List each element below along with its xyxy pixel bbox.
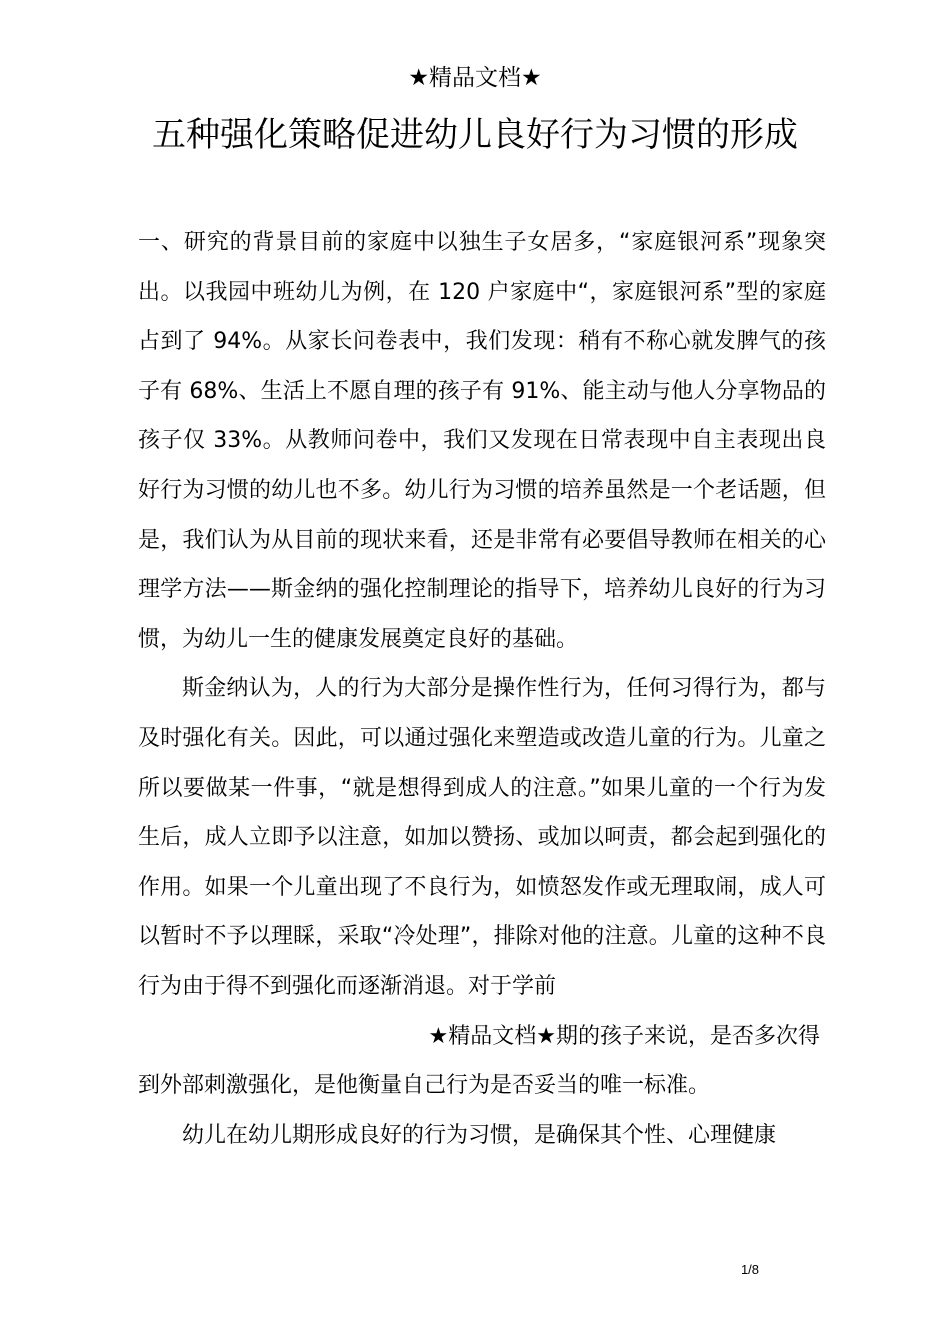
paragraph-continuation: 到外部刺激强化，是他衡量自己行为是否妥当的唯一标准。 xyxy=(138,1073,711,1099)
document-body xyxy=(138,218,826,1160)
inline-header-continuation: 期的孩子来说，是否多次得 xyxy=(555,1023,820,1049)
paragraph-skinner: 斯金纳认为，人的行为大部分是操作性行为，任何习得行为，都与及时强化有关。因此，可以通过强化来塑造或改造儿童的行为。儿童之所以要做某一件事，“就是想得到成人的注意。”如果儿童的一个行为发生后，成人立即予以注意，如加以赞扬、或加以呵责，都会起到强化的作用。如果一个儿童出现了不良行为，如愤怒发作或无理取闹，成人可以暂时不予以理睬，采取“冷处理”，排除对他的注意。儿童的这种不良行为由于得不到强化而逐渐消退。对于学前 xyxy=(138,676,826,999)
inline-header-marker: ★精品文档★ xyxy=(428,1023,556,1049)
page-number: 1/8 xyxy=(740,1262,760,1277)
inline-header-line xyxy=(138,1012,826,1062)
page-header: ★精品文档★ xyxy=(408,65,542,91)
paragraph-habits: 幼儿在幼儿期形成良好的行为习惯，是确保其个性、心理健康 xyxy=(182,1122,777,1148)
paragraph-background: 一、研究的背景目前的家庭中以独生子女居多，“家庭银河系”现象突出。以我园中班幼儿为例，在 120 户家庭中“，家庭银河系”型的家庭占到了 94%。从家长问卷表中，我们发现：稍有不称心就发脾气的孩子有 68%、生活上不愿自理的孩子有 91%、能主动与他人分享物品的孩子仅 33%。从教师问卷中，我们又发现在日常表现中自主表现出良好行为习惯的幼儿也不多。幼儿行为习惯的培养虽然是一个老话题，但是，我们认为从目前的现状来看，还是非常有必要倡导教师在相关的心理学方法——斯金纳的强化控制理论的指导下，培养幼儿良好的行为习惯，为幼儿一生的健康发展奠定良好的基础。 xyxy=(138,230,826,652)
document-title: 五种强化策略促进幼儿良好行为习惯的形成 xyxy=(152,115,798,155)
